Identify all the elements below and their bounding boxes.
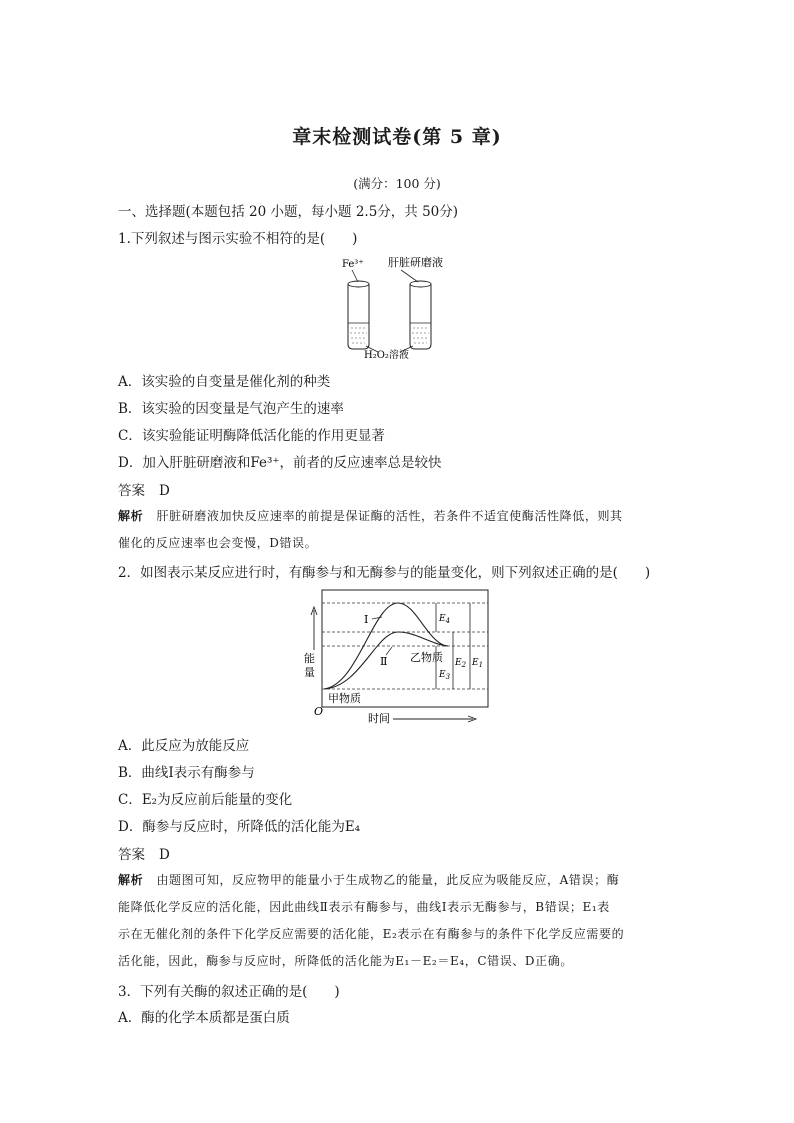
q3-option-a: A．酶的化学本质都是蛋白质 [118,1010,290,1026]
fe-pointer [352,270,358,282]
explanation-text: 肝脏研磨液加快反应速率的前提是保证酶的活性，若条件不适宜使酶活性降低，则其 [156,509,623,523]
e-label-subscript: 3 [445,673,451,681]
q2-explanation-line-1 [118,871,619,888]
liver-extract-label: 肝脏研磨液 [388,256,443,269]
answer-value: D [159,483,170,499]
reactant-label: 甲物质 [328,692,361,705]
q3-stem: 3．下列有关酶的叙述正确的是( ) [118,984,340,1000]
left-tube [348,284,369,349]
e3-label: $E_3$ [439,670,451,681]
answer-label: 答案 [118,847,145,863]
origin-label: O [314,705,324,718]
q1-stem: 1.下列叙述与图示实验不相符的是( ) [118,231,358,247]
q2-option-d: D．酶参与反应时，所降低的活化能为E₄ [118,819,361,835]
curve-i-label: Ⅰ [364,613,369,626]
h2o2-label: H₂O₂溶液 [364,350,409,361]
diagram-frame [322,590,488,707]
answer-label: 答案 [118,483,145,499]
q2-stem: 2．如图表示某反应进行时，有酶参与和无酶参与的能量变化，则下列叙述正确的是( ) [118,565,651,581]
right-tube-mouth [410,281,431,287]
y-axis-label-2: 量 [304,666,315,679]
q2-answer [118,843,170,863]
e1-label: $E_1$ [472,658,484,669]
q2-explanation-line-4: 活化能，因此，酶参与反应时，所降低的活化能为E₁－E₂＝E₄，C错误、D正确。 [118,954,573,968]
left-tube-liquid [348,323,369,343]
q1-explanation-line-2: 催化的反应速率也会变慢，D错误。 [118,536,318,550]
explanation-text: 由题图可知，反应物甲的能量小于生成物乙的能量，此反应为吸能反应，A错误；酶 [156,873,620,887]
right-tube-liquid [410,323,431,343]
score-note: (满分：100 分) [353,176,441,191]
q2-option-a: A．此反应为放能反应 [118,738,250,754]
liver-pointer [401,270,418,282]
explanation-label: 解析 [118,873,144,887]
e-label-subscript: 2 [461,661,467,669]
q2-option-b: B．曲线Ⅰ表示有酶参与 [118,765,255,781]
left-tube-mouth [348,281,369,287]
q1-option-c: C．该实验能证明酶降低活化能的作用更显著 [118,428,385,444]
right-tube [410,284,431,349]
q2-energy-diagram [298,585,496,725]
section-heading: 一、选择题(本题包括 20 小题，每小题 2.5分，共 50分) [118,204,459,220]
fe-label: Fe³⁺ [342,259,364,270]
q1-option-b: B．该实验的因变量是气泡产生的速率 [118,401,344,417]
y-axis-label-1: 能 [304,652,315,665]
q2-explanation-line-2: 能降低化学反应的活化能，因此曲线Ⅱ表示有酶参与，曲线Ⅰ表示无酶参与，B错误；E₁表 [118,900,610,914]
x-axis-label: 时间 [368,712,390,725]
product-label: 乙物质 [410,651,443,664]
q1-option-d: D．加入肝脏研磨液和Fe³⁺，前者的反应速率总是较快 [118,455,442,471]
e-label-subscript: 1 [478,661,484,669]
e4-label: $E_4$ [439,614,451,625]
e2-label: $E_2$ [455,658,467,669]
explanation-label: 解析 [118,509,144,523]
e-label-subscript: 4 [445,617,451,625]
q1-explanation-line-1 [118,507,623,524]
q2-explanation-line-3: 示在无催化剂的条件下化学反应需要的活化能，E₂表示在有酶参与的条件下化学反应需要的 [118,927,625,941]
answer-value: D [159,847,170,863]
q1-test-tube-figure [328,252,468,362]
curve-ii-label: Ⅱ [380,655,388,668]
page-title: 章末检测试卷(第 5 章) [292,126,502,148]
q1-option-a: A．该实验的自变量是催化剂的种类 [118,374,331,390]
q2-option-c: C．E₂为反应前后能量的变化 [118,792,293,808]
q1-answer [118,479,170,499]
